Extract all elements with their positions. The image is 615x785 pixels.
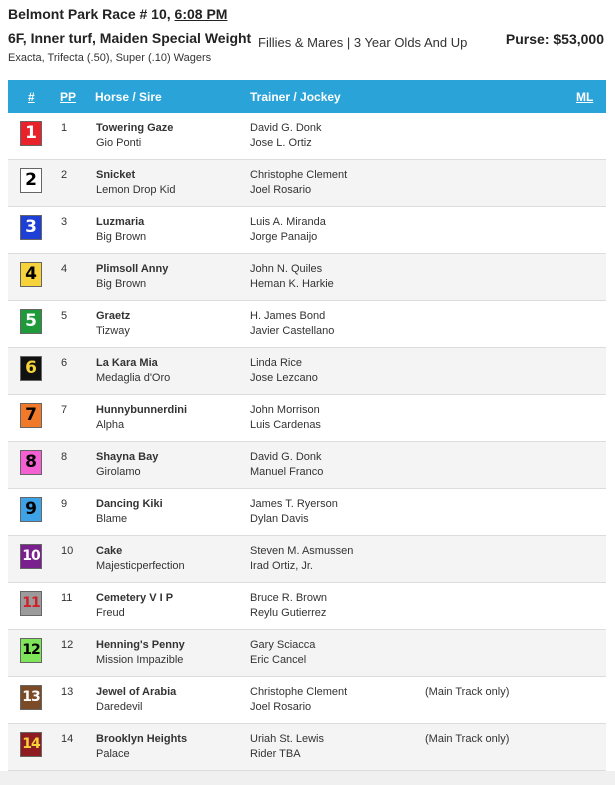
- jockey-name: Heman K. Harkie: [250, 278, 334, 290]
- sort-by-number[interactable]: #: [28, 90, 35, 104]
- jockey-name: Javier Castellano: [250, 325, 335, 337]
- jockey-name: Rider TBA: [250, 748, 301, 760]
- table-row: [8, 301, 606, 348]
- trainer-name: Steven M. Asmussen: [250, 545, 354, 557]
- horse-name: Jewel of Arabia: [96, 686, 177, 698]
- trainer-name: Christophe Clement: [250, 169, 348, 181]
- footer-strip: [0, 771, 615, 785]
- race-title-prefix: Belmont Park Race # 10,: [8, 6, 175, 22]
- post-time: 6:08 PM: [174, 6, 228, 22]
- post-position: 10: [61, 545, 74, 557]
- jockey-name: Joel Rosario: [250, 701, 312, 713]
- trainer-name: David G. Donk: [250, 451, 322, 463]
- table-row: [8, 677, 606, 724]
- sire-name: Girolamo: [96, 466, 141, 478]
- horse-name: Hunnybunnerdini: [96, 404, 188, 416]
- saddle-cloth-number: 11: [20, 591, 42, 616]
- post-position: 13: [61, 686, 74, 698]
- post-position: 7: [61, 404, 68, 416]
- horse-name: Henning's Penny: [96, 639, 185, 651]
- sort-by-ml[interactable]: ML: [576, 90, 594, 104]
- table-row: [8, 583, 606, 630]
- sire-name: Gio Ponti: [96, 137, 142, 149]
- race-conditions: 6F, Inner turf, Maiden Special Weight: [8, 30, 252, 46]
- jockey-name: Eric Cancel: [250, 654, 307, 666]
- horse-name: Towering Gaze: [96, 122, 174, 134]
- jockey-name: Luis Cardenas: [250, 419, 321, 431]
- table-header: [8, 80, 606, 113]
- table-row: [8, 113, 606, 160]
- table-row: [8, 724, 606, 771]
- trainer-name: Uriah St. Lewis: [250, 733, 324, 745]
- trainer-name: John Morrison: [250, 404, 320, 416]
- race-eligibility: Fillies & Mares | 3 Year Olds And Up: [258, 35, 468, 50]
- jockey-name: Irad Ortiz, Jr.: [250, 560, 313, 572]
- horse-name: La Kara Mia: [96, 357, 158, 369]
- saddle-cloth-number: 1: [20, 121, 42, 146]
- trainer-name: Gary Sciacca: [250, 639, 316, 651]
- sire-name: Palace: [96, 748, 130, 760]
- table-row: [8, 442, 606, 489]
- jockey-name: Reylu Gutierrez: [250, 607, 327, 619]
- post-position: 9: [61, 498, 68, 510]
- sire-name: Tizway: [96, 325, 130, 337]
- saddle-cloth-number: 6: [20, 356, 42, 381]
- table-row: [8, 630, 606, 677]
- horse-name: Luzmaria: [96, 216, 145, 228]
- post-position: 5: [61, 310, 68, 322]
- header-horse-sire: Horse / Sire: [95, 90, 162, 104]
- sire-name: Lemon Drop Kid: [96, 184, 176, 196]
- post-position: 3: [61, 216, 68, 228]
- jockey-name: Jorge Panaijo: [250, 231, 318, 243]
- sire-name: Big Brown: [96, 231, 147, 243]
- table-row: [8, 160, 606, 207]
- sire-name: Alpha: [96, 419, 125, 431]
- table-row: [8, 207, 606, 254]
- table-row: [8, 395, 606, 442]
- sire-name: Majesticperfection: [96, 560, 185, 572]
- table-row: [8, 536, 606, 583]
- saddle-cloth-number: 10: [20, 544, 42, 569]
- sire-name: Blame: [96, 513, 128, 525]
- trainer-name: H. James Bond: [250, 310, 326, 322]
- jockey-name: Jose Lezcano: [250, 372, 318, 384]
- jockey-name: Dylan Davis: [250, 513, 309, 525]
- post-position: 6: [61, 357, 68, 369]
- sire-name: Medaglia d'Oro: [96, 372, 171, 384]
- race-wagers: Exacta, Trifecta (.50), Super (.10) Wagers: [8, 52, 212, 64]
- horse-name: Graetz: [96, 310, 131, 322]
- saddle-cloth-number: 7: [20, 403, 42, 428]
- horse-name: Cemetery V I P: [96, 592, 174, 604]
- sort-by-pp[interactable]: PP: [60, 90, 77, 104]
- saddle-cloth-number: 9: [20, 497, 42, 522]
- race-title: [8, 6, 227, 22]
- trainer-name: James T. Ryerson: [250, 498, 338, 510]
- jockey-name: Joel Rosario: [250, 184, 312, 196]
- sire-name: Big Brown: [96, 278, 147, 290]
- saddle-cloth-number: 14: [20, 732, 42, 757]
- post-position: 11: [61, 592, 73, 604]
- entry-note: (Main Track only): [425, 733, 510, 745]
- saddle-cloth-number: 4: [20, 262, 42, 287]
- post-position: 14: [61, 733, 74, 745]
- horse-name: Shayna Bay: [96, 451, 159, 463]
- sire-name: Daredevil: [96, 701, 143, 713]
- sire-name: Mission Impazible: [96, 654, 184, 666]
- trainer-name: David G. Donk: [250, 122, 322, 134]
- header-trainer-jockey: Trainer / Jockey: [250, 90, 341, 104]
- entries-body: [8, 113, 606, 771]
- horse-name: Snicket: [96, 169, 136, 181]
- sire-name: Freud: [96, 607, 125, 619]
- entry-note: (Main Track only): [425, 686, 510, 698]
- saddle-cloth-number: 8: [20, 450, 42, 475]
- post-position: 2: [61, 169, 68, 181]
- trainer-name: John N. Quiles: [250, 263, 323, 275]
- saddle-cloth-number: 2: [20, 168, 42, 193]
- jockey-name: Jose L. Ortiz: [250, 137, 312, 149]
- post-position: 1: [61, 122, 68, 134]
- table-row: [8, 254, 606, 301]
- saddle-cloth-number: 3: [20, 215, 42, 240]
- race-header: [0, 0, 615, 80]
- saddle-cloth-number: 5: [20, 309, 42, 334]
- trainer-name: Christophe Clement: [250, 686, 348, 698]
- jockey-name: Manuel Franco: [250, 466, 324, 478]
- trainer-name: Bruce R. Brown: [250, 592, 328, 604]
- post-position: 8: [61, 451, 68, 463]
- horse-name: Plimsoll Anny: [96, 263, 169, 275]
- table-row: [8, 348, 606, 395]
- trainer-name: Linda Rice: [250, 357, 302, 369]
- trainer-name: Luis A. Miranda: [250, 216, 326, 228]
- saddle-cloth-number: 12: [20, 638, 42, 663]
- race-purse: Purse: $53,000: [505, 31, 604, 47]
- entries-table: [8, 80, 606, 771]
- horse-name: Cake: [96, 545, 123, 557]
- horse-name: Dancing Kiki: [96, 498, 163, 510]
- horse-name: Brooklyn Heights: [96, 733, 188, 745]
- table-row: [8, 489, 606, 536]
- post-position: 4: [61, 263, 68, 275]
- post-position: 12: [61, 639, 74, 651]
- saddle-cloth-number: 13: [20, 685, 42, 710]
